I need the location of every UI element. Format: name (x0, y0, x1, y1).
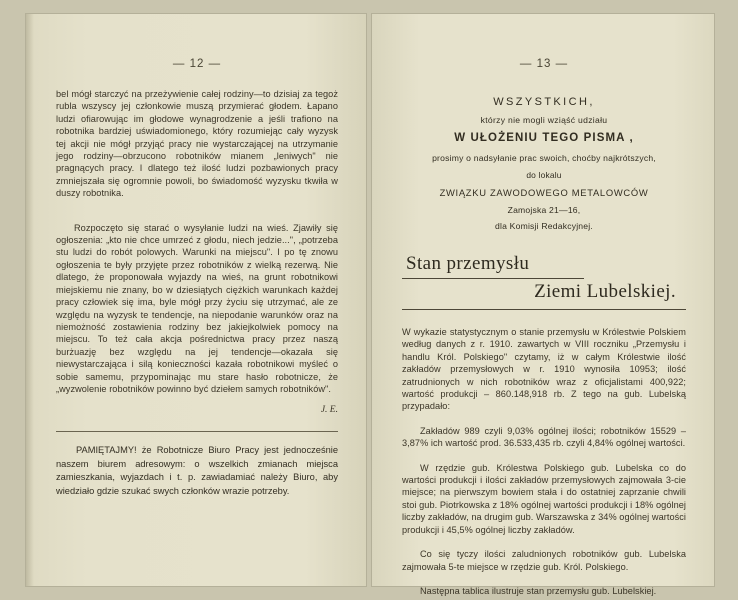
paragraph: Co się tyczy ilości zaludnionych robotników gub. Lubelska zajmowała 5-te miejsce w rzędzie gub. Król. Polskiego. (402, 549, 686, 572)
appeal-line-1: WSZYSTKICH, (493, 96, 595, 108)
appeal-line-5: do lokalu (526, 170, 562, 180)
appeal-line-6: ZWIĄZKU ZAWODOWEGO METALOWCÓW (439, 187, 649, 198)
paragraph: Następna tablica ilustruje stan przemysłu gub. Lubelskiej. (420, 585, 657, 596)
appeal-line-7: Zamojska 21—16, (507, 205, 581, 215)
page-left-text-block (56, 14, 338, 586)
paragraph: W rzędzie gub. Królestwa Polskiego gub. Lubelska co do wartości produkcji i ilości zakładów przemysłowych zajmowała 3-cie miejsce; na pierwszym bowiem stała i do ostatniej zaprzanie chwili stoi gub. Piotrkowska z 18% ogólnej wartości produkcji i 18% ogólnej liczby zakładów, na drugim gub. Warszawska z 34% ogólnej wartości produkcji i 45,5% ogólnej liczby zakładów. (402, 462, 686, 535)
appeal-line-8: dla Komisji Redakcyjnej. (495, 221, 593, 231)
page-right (372, 14, 714, 596)
section-title-rule-1 (402, 278, 584, 279)
paragraph: bel mógł starczyć na przeżywienie całej rodziny—to dzisiaj za tegoż rubla wszyscy jej członkowie muszą przymierać głodem. Łapano ludzi ofiarowując im głodowe wynagrodzenie a jeśli trafiono na robotnika bardziej uświadomionego, który rozumiejąc cały wyzysk tej akcji nie mógł przyjąć pracy nie wystarczającej na utrzymanie jego rodziny—obrzucono robotników mianem „leniwych" nie pragnących pracy. I dlatego też ilość ludzi pozbawionych pracy zmniejszała się ogromnie powoli, bo świadomość wyzysku tkwiła w duszy robotnika. (56, 89, 338, 199)
page-left (26, 14, 366, 586)
appeal-line-4: prosimy o nadsyłanie prac swoich, choćby najkrótszych, (432, 153, 656, 163)
section-title-line-2: Ziemi Lubelskiej. (534, 281, 676, 302)
section-title (402, 253, 686, 310)
divider-rule (56, 431, 338, 432)
page-edge-shadow-left (26, 14, 34, 586)
editorial-appeal (402, 96, 686, 231)
section-title-rule-2 (402, 309, 686, 310)
notice-paragraph: PAMIĘTAJMY! że Robotnicze Biuro Pracy jest jednocześnie naszem biurem adresowym: o wszelkich zmianach miejsca zamieszkania, wyjazdach i t. p. zawiadamiać należy Biuro, aby wiedziało gdzie szukać swych członków wrazie potrzeby. (56, 445, 338, 496)
paragraph: Zakładów 989 czyli 9,03% ogólnej ilości; robotników 15529 – 3,87% ich wartość prod. 36.533,435 rb. czyli 4,84% ogólnej wartości. (402, 425, 686, 449)
page-left-folio: — 12 — (172, 58, 222, 70)
page-right-text-block (402, 14, 686, 596)
paragraph: Rozpoczęto się starać o wysyłanie ludzi na wieś. Zjawiły się ogłoszenia: „kto nie chce umrzeć z głodu, niech jedzie...", „potrzeba stu ludzi do robót polowych. Warunki na miejscu". I po tę znowu ogłoszenia te były przyjęte przez robotników z wielką rezerwą. Nie dlatego, że proponowała wyjazdy na wieś, na grunt robotnikowi miejskiemu nie znany, bo w dziesiątych ciężkich warunkach każdej pracy człowiek się ima, byle mógł przy życiu się utrzymać, ale ze względu na wyzysk te tendencje, na niepodanie warunków oraz na niemożność zostawienia rodziny bez jakiejkolwiek pomocy na miejscu. To też cała akcja pośrednictwa pracy przez naszą burżuazję bez względu na jej tendencje—okazała się niewystarczająca i silą konieczności kazała robotnikowi myśleć o sobie samemu, przypominając mu stare hasło robotnicze, że „wyzwolenie robotników powinno być dziełem samych robotników". (56, 222, 338, 394)
paragraph-signature: J. E. (320, 405, 338, 416)
paragraph: W wykazie statystycznym o stanie przemysłu w Królestwie Polskiem według danych z r. 1910. zawartych w VIII roczniku „Przemysłu i handlu Król. Polskiego" czytamy, iż w całym Królestwie ilość zakładów przemysłowych w r. 1910 wynosiła 10953; ilość zatrudnionych w nich robotników wraz z oficjalistami 400,922; wartość produkcji – 860.148,918 rb. Z tego na gub. Lubelską przypadało: (402, 327, 686, 412)
appeal-line-3: W UŁOŻENIU TEGO PISMA , (454, 132, 634, 144)
appeal-line-2: którzy nie mogli wziąść udziału (480, 115, 608, 125)
section-title-line-1: Stan przemysłu (406, 253, 530, 274)
page-right-folio: — 13 — (519, 58, 569, 70)
